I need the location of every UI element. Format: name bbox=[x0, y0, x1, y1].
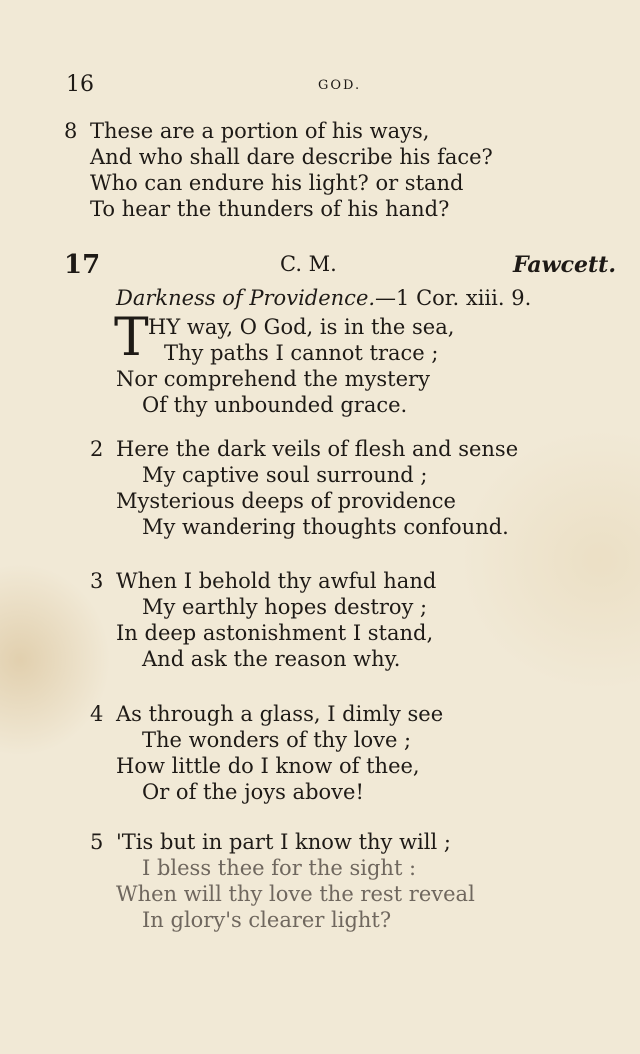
stanza-number: 3 bbox=[90, 569, 104, 593]
verse-line: My wandering thoughts confound. bbox=[142, 515, 509, 539]
hymn-subtitle bbox=[116, 286, 531, 310]
hymn-title: Darkness of Providence. bbox=[116, 286, 376, 310]
scripture-reference: —1 Cor. xiii. 9. bbox=[375, 286, 532, 310]
verse-line: Nor comprehend the mystery bbox=[116, 367, 430, 391]
stanza-number: 8 bbox=[64, 119, 78, 143]
stanza-number: 5 bbox=[90, 830, 104, 854]
stanza-number: 4 bbox=[90, 702, 104, 726]
verse-line: To hear the thunders of his hand? bbox=[90, 197, 450, 221]
hymn-number: 17 bbox=[64, 250, 101, 280]
verse-line: Of thy unbounded grace. bbox=[142, 393, 408, 417]
verse-line: My earthly hopes destroy ; bbox=[142, 595, 428, 619]
verse-line: The wonders of thy love ; bbox=[142, 728, 412, 752]
verse-line: HY way, O God, is in the sea, bbox=[148, 315, 455, 339]
verse-line: My captive soul surround ; bbox=[142, 463, 428, 487]
verse-line: In deep astonishment I stand, bbox=[116, 621, 434, 645]
stanza-number: 2 bbox=[90, 437, 104, 461]
verse-line: Here the dark veils of flesh and sense bbox=[116, 437, 519, 461]
verse-line: As through a glass, I dimly see bbox=[116, 702, 444, 726]
hymn-meter: C. M. bbox=[280, 252, 337, 276]
verse-line: When will thy love the rest reveal bbox=[116, 882, 475, 906]
verse-line: Thy paths I cannot trace ; bbox=[164, 341, 439, 365]
verse-line: These are a portion of his ways, bbox=[90, 119, 430, 143]
verse-line: And who shall dare describe his face? bbox=[90, 145, 493, 169]
verse-line: How little do I know of thee, bbox=[116, 754, 420, 778]
verse-line: 'Tis but in part I know thy will ; bbox=[116, 830, 451, 854]
hymn-tune: Fawcett. bbox=[513, 252, 616, 278]
verse-line: Who can endure his light? or stand bbox=[90, 171, 464, 195]
verse-line: Mysterious deeps of providence bbox=[116, 489, 456, 513]
verse-line: I bless thee for the sight : bbox=[142, 856, 417, 880]
drop-cap: T bbox=[114, 308, 149, 368]
running-head: GOD. bbox=[318, 78, 362, 93]
page-header bbox=[0, 72, 640, 102]
page-number: 16 bbox=[66, 72, 94, 97]
verse-line: And ask the reason why. bbox=[142, 647, 401, 671]
verse-line: Or of the joys above! bbox=[142, 780, 364, 804]
verse-line: In glory's clearer light? bbox=[142, 908, 392, 932]
verse-line: When I behold thy awful hand bbox=[116, 569, 437, 593]
